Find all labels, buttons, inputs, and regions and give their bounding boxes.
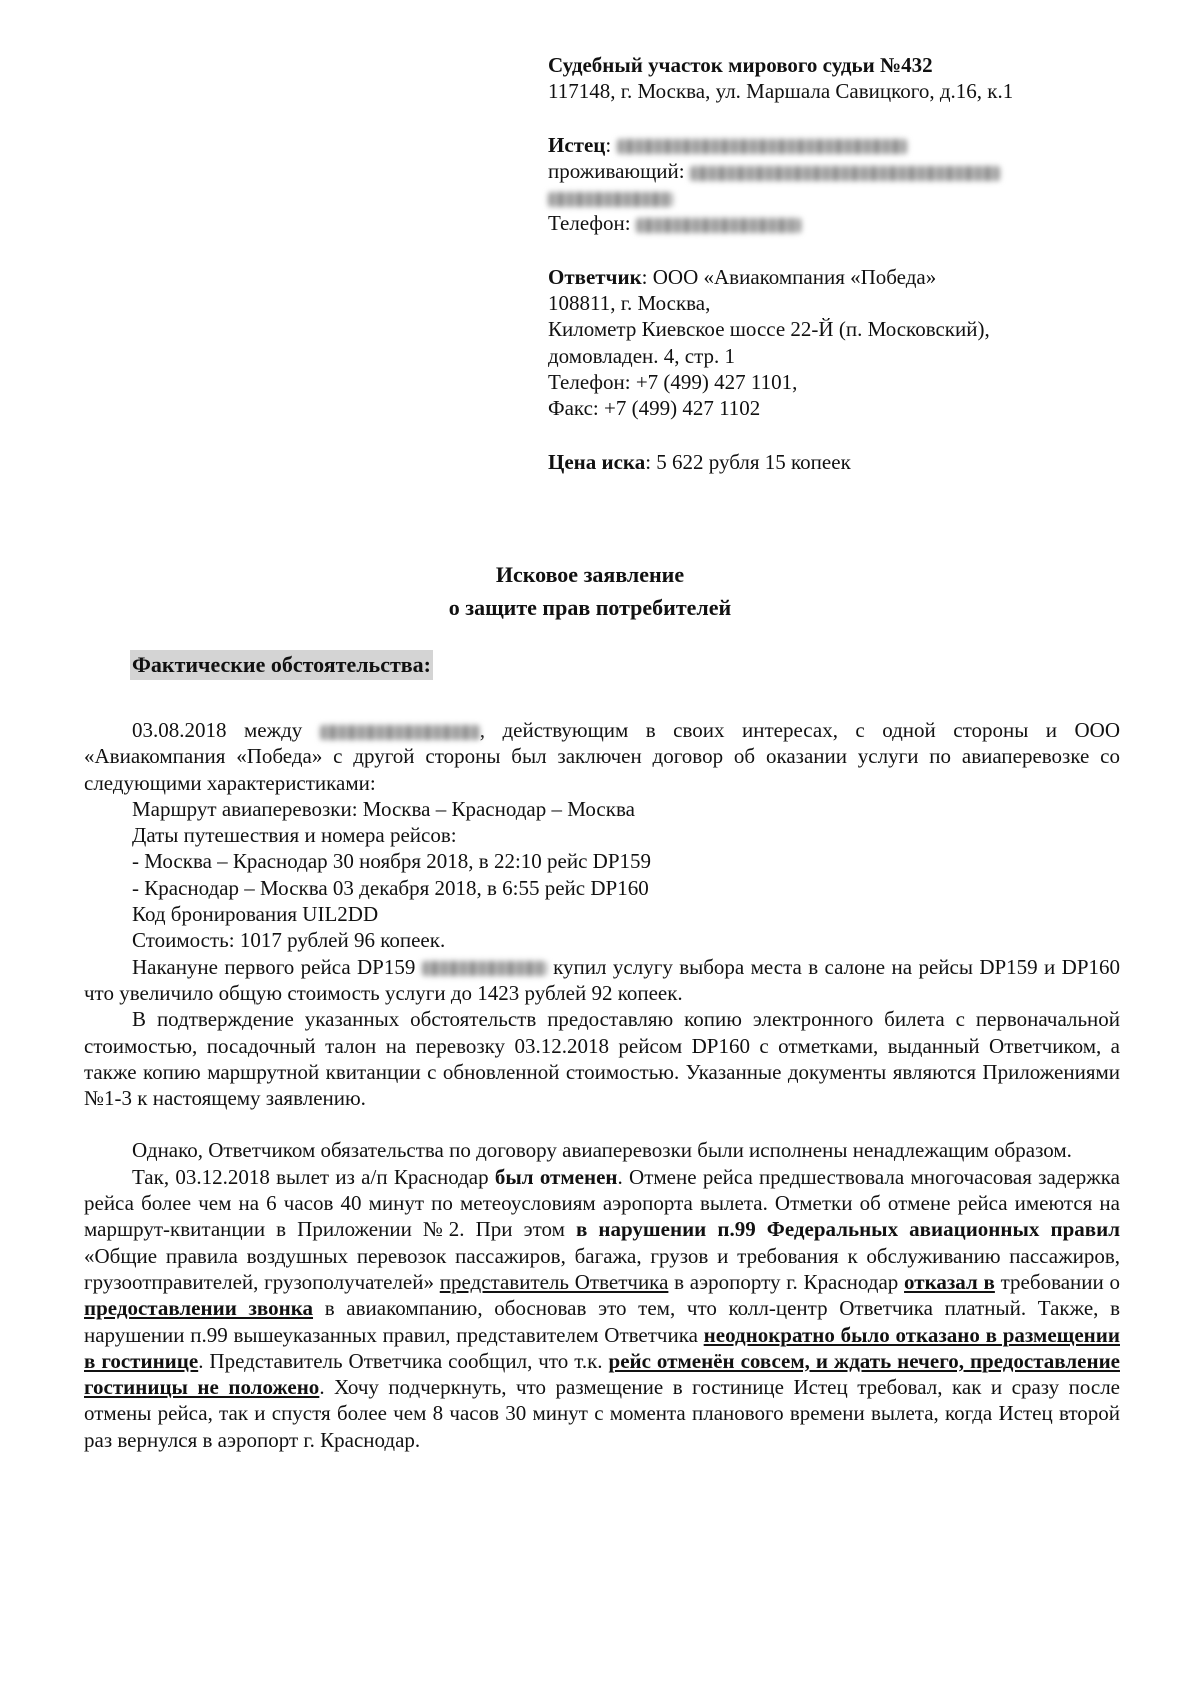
court-address: 117148, г. Москва, ул. Маршала Савицкого, д.16, к.1	[548, 79, 1014, 104]
plaintiff-label: Истец	[548, 132, 606, 157]
title-line-2: о защите прав потребителей	[448, 595, 732, 620]
redacted-name-2	[422, 961, 547, 976]
paragraph-4: Однако, Ответчиком обязательства по договору авиаперевозки были исполнены ненадлежащим образом.	[132, 1138, 1072, 1163]
paragraph-5: Так, 03.12.2018 вылет из а/п Краснодар был отменен. Отмене рейса предшествовала многочасовая задержка рейса более чем на 6 часов 40 минут по метеоусловиям аэропорта вылета. Отметки об отмене рейса имеются на маршрут-квитанции в Приложении №2. При этом в нарушении п.99 Федеральных авиационных правил «Общие правила воздушных перевозок пассажиров, багажа, грузов и требования к обслуживанию пассажиров, грузоотправителей, грузополучателей» представитель Ответчика в аэропорту г. Краснодар отказал в требовании о предоставлении звонка в авиакомпанию, обосновав это тем, что колл-центр Ответчика платный. Также, в нарушении п.99 вышеуказанных правил, представителем Ответчика неоднократно было отказано в размещении в гостинице. Представитель Ответчика сообщил, что т.к. рейс отменён совсем, и ждать нечего, предоставление гостиницы не положено. Хочу подчеркнуть, что размещение в гостинице Истец требовал, как и сразу после отмены рейса, так и спустя более чем 8 часов 30 минут с момента планового времени вылета, когда Истец второй раз вернулся в аэропорт г. Краснодар.	[84, 1164, 1121, 1452]
defendant-label: Ответчик	[548, 264, 642, 289]
list-item: Маршрут авиаперевозки: Москва – Краснодар – Москва	[132, 796, 635, 821]
redacted-name-1	[320, 725, 480, 740]
paragraph-3: В подтверждение указанных обстоятельств предоставляю копию электронного билета с первоначальной стоимостью, посадочный талон на перевозку 03.12.2018 рейсом DP160 с отметками, выданный Ответчиком, а также копию маршрутной квитанции с обновленной стоимостью. Указанные документы являются Приложениями №1-3 к настоящему заявлению.	[84, 1007, 1120, 1111]
defendant-address-2: Километр Киевское шоссе 22-Й (п. Московский),	[548, 317, 990, 342]
defendant-address-3: домовладен. 4, стр. 1	[548, 343, 736, 368]
defendant-name: : ООО «Авиакомпания «Победа»	[641, 264, 937, 289]
paragraph-2: Накануне первого рейса DP159 купил услугу выбора места в салоне на рейсы DP159 и DP160 что увеличило общую стоимость услуги до 1423 рублей 92 копеек.	[84, 954, 1121, 1005]
title-line-1: Исковое заявление	[495, 562, 685, 587]
claim-price	[548, 449, 1148, 475]
defendant-fax: Факс: +7 (499) 427 1102	[548, 396, 761, 421]
paragraph-1: 03.08.2018 между , действующим в своих интересах, с одной стороны и ООО «Авиакомпания «Победа» с другой стороны был заключен договор об оказании услуги по авиаперевозке со следующими характеристиками:	[84, 718, 1120, 795]
residing-label: проживающий:	[548, 158, 685, 183]
plaintiff-line: Истец:	[548, 132, 1148, 158]
defendant-line	[548, 264, 1148, 290]
defendant-phone: Телефон: +7 (499) 427 1101,	[548, 369, 798, 394]
list-item: Стоимость: 1017 рублей 96 копеек.	[132, 928, 446, 953]
list-item: - Москва – Краснодар 30 ноября 2018, в 22:10 рейс DP159	[132, 849, 652, 874]
phone-label: Телефон:	[548, 211, 631, 236]
redacted-plaintiff-name	[617, 139, 907, 154]
list-item: Код бронирования UIL2DD	[132, 902, 379, 927]
list-item: Даты путешествия и номера рейсов:	[132, 823, 457, 848]
section-heading: Фактические обстоятельства:	[130, 650, 433, 680]
flight-details-list	[84, 796, 1120, 954]
residing-line	[548, 158, 1148, 184]
document-title	[0, 558, 1180, 624]
claim-value: : 5 622 рубля 15 копеек	[645, 449, 851, 474]
redacted-phone	[636, 218, 801, 233]
phone-line	[548, 210, 1148, 236]
defendant-address-1: 108811, г. Москва,	[548, 291, 711, 316]
document-header	[548, 52, 1148, 475]
list-item: - Краснодар – Москва 03 декабря 2018, в 6:55 рейс DP160	[132, 875, 649, 900]
document-body	[84, 717, 1120, 1453]
redacted-address-line-2	[548, 192, 673, 207]
residing-line-2	[548, 184, 1148, 210]
court-name: Судебный участок мирового судьи №432	[548, 53, 933, 77]
claim-label: Цена иска	[548, 449, 646, 474]
redacted-address-line-1	[690, 166, 1000, 181]
